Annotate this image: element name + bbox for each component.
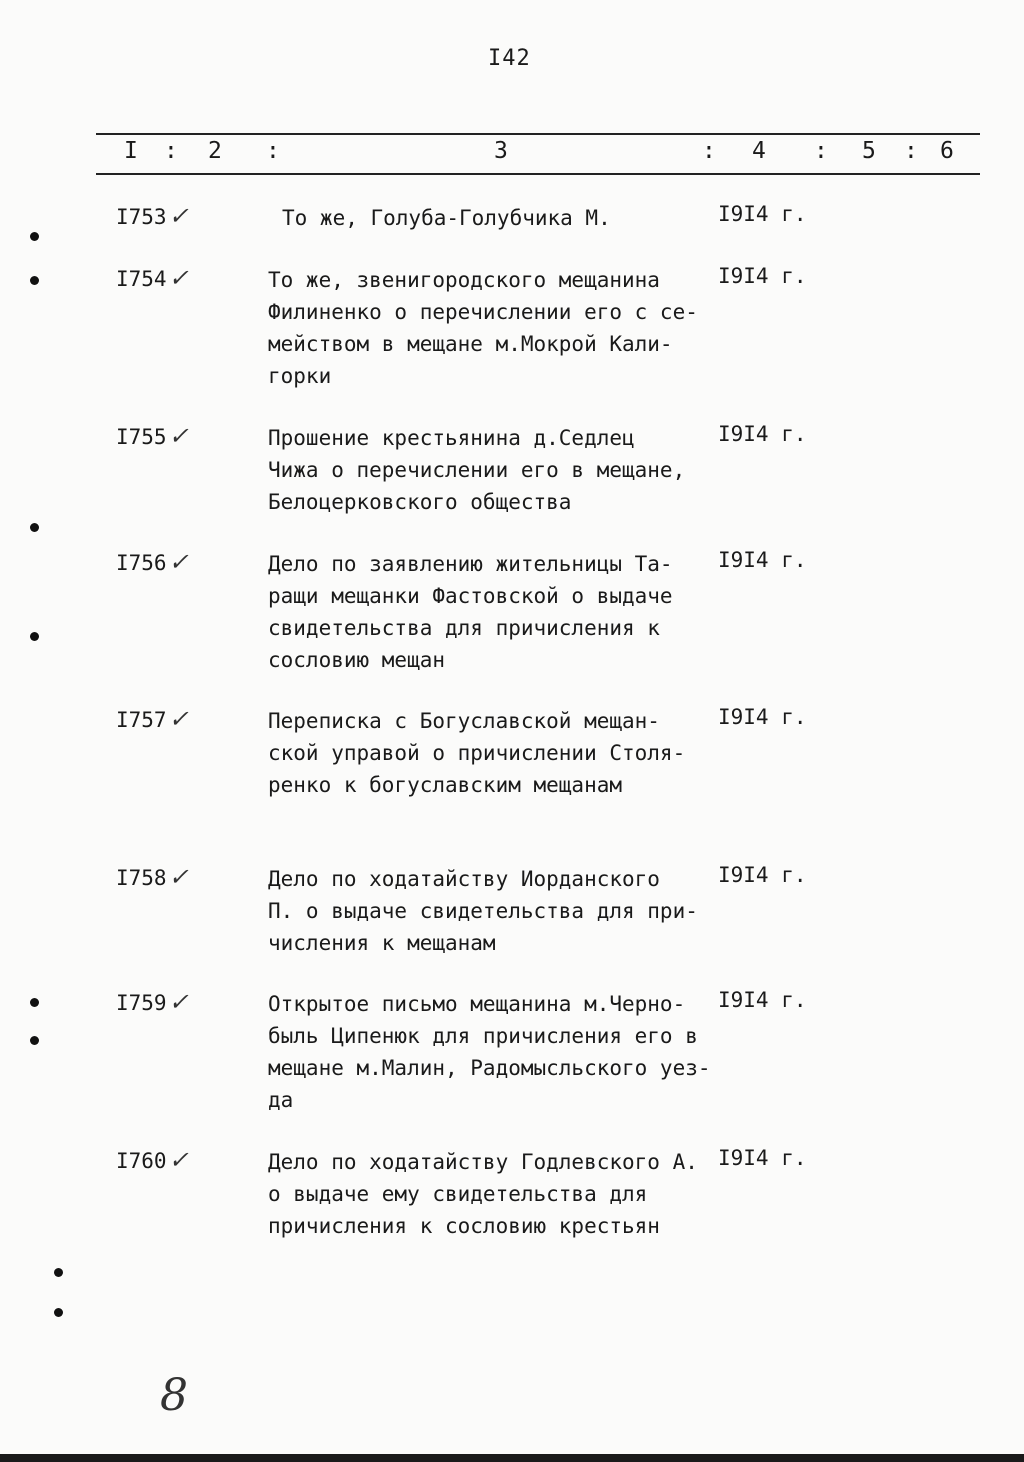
check-mark-icon: ✓ xyxy=(168,988,189,1016)
col-separator: : xyxy=(164,138,178,164)
entry-description: Открытое письмо мещанина м.Черно- быль Ципенюк для причисления его в мещане м.Малин, Радомысльского уез- да xyxy=(268,992,711,1112)
column-header-row xyxy=(96,138,980,168)
col-1-label: I xyxy=(124,138,138,164)
col-separator: : xyxy=(702,138,716,164)
check-mark-icon: ✓ xyxy=(168,548,189,576)
entry-description: То же, Голуба-Голубчика М. xyxy=(282,206,611,230)
binding-hole-icon xyxy=(30,1036,39,1045)
binding-hole-icon xyxy=(30,232,39,241)
entry-year: I9I4 г. xyxy=(718,863,807,887)
binding-hole-icon xyxy=(30,998,39,1007)
entry-year: I9I4 г. xyxy=(718,705,807,729)
binding-hole-icon xyxy=(54,1268,63,1277)
col-separator: : xyxy=(266,138,280,164)
header-top-rule xyxy=(96,133,980,135)
check-mark-icon: ✓ xyxy=(168,422,189,450)
entry-number: I758✓ xyxy=(116,863,189,891)
check-mark-icon: ✓ xyxy=(168,863,189,891)
entry-number: I754✓ xyxy=(116,264,189,292)
entry-year: I9I4 г. xyxy=(718,422,807,446)
entry-number: I753✓ xyxy=(116,202,189,230)
col-2-label: 2 xyxy=(208,138,222,164)
entry-year: I9I4 г. xyxy=(718,202,807,226)
col-4-label: 4 xyxy=(752,138,766,164)
col-5-label: 5 xyxy=(862,138,876,164)
page-number: I42 xyxy=(488,46,531,71)
entry-number: I760✓ xyxy=(116,1146,189,1174)
entry-year: I9I4 г. xyxy=(718,548,807,572)
entry-description: Переписка с Богуславской мещан- ской управой о причислении Столя- ренко к богуславским мещанам xyxy=(268,709,686,797)
col-6-label: 6 xyxy=(940,138,954,164)
col-3-label: 3 xyxy=(494,138,508,164)
col-separator: : xyxy=(904,138,918,164)
entry-year: I9I4 г. xyxy=(718,988,807,1012)
check-mark-icon: ✓ xyxy=(168,202,189,230)
entry-number: I757✓ xyxy=(116,705,189,733)
header-bottom-rule xyxy=(96,173,980,175)
entry-number: I759✓ xyxy=(116,988,189,1016)
check-mark-icon: ✓ xyxy=(168,705,189,733)
binding-hole-icon xyxy=(54,1308,63,1317)
scan-bottom-edge xyxy=(0,1454,1024,1462)
entry-description: Дело по ходатайству Иорданского П. о выдаче свидетельства для при- числения к мещанам xyxy=(268,867,698,955)
check-mark-icon: ✓ xyxy=(168,1146,189,1174)
col-separator: : xyxy=(814,138,828,164)
entry-number: I755✓ xyxy=(116,422,189,450)
handwritten-signature: 8 xyxy=(160,1370,188,1421)
entry-year: I9I4 г. xyxy=(718,264,807,288)
entry-description: Прошение крестьянина д.Седлец Чижа о перечислении его в мещане, Белоцерковского общества xyxy=(268,426,686,514)
binding-hole-icon xyxy=(30,632,39,641)
check-mark-icon: ✓ xyxy=(168,264,189,292)
entry-year: I9I4 г. xyxy=(718,1146,807,1170)
entry-description: Дело по ходатайству Годлевского А. о выдаче ему свидетельства для причисления к сословию крестьян xyxy=(268,1150,698,1238)
binding-hole-icon xyxy=(30,276,39,285)
binding-hole-icon xyxy=(30,523,39,532)
entry-description: Дело по заявлению жительницы Та- ращи мещанки Фастовской о выдаче свидетельства для причисления к сословию мещан xyxy=(268,552,673,672)
entry-description: То же, звенигородского мещанина Филиненко о перечислении его с се- мейством в мещане м.Мокрой Кали- горки xyxy=(268,268,698,388)
entry-number: I756✓ xyxy=(116,548,189,576)
